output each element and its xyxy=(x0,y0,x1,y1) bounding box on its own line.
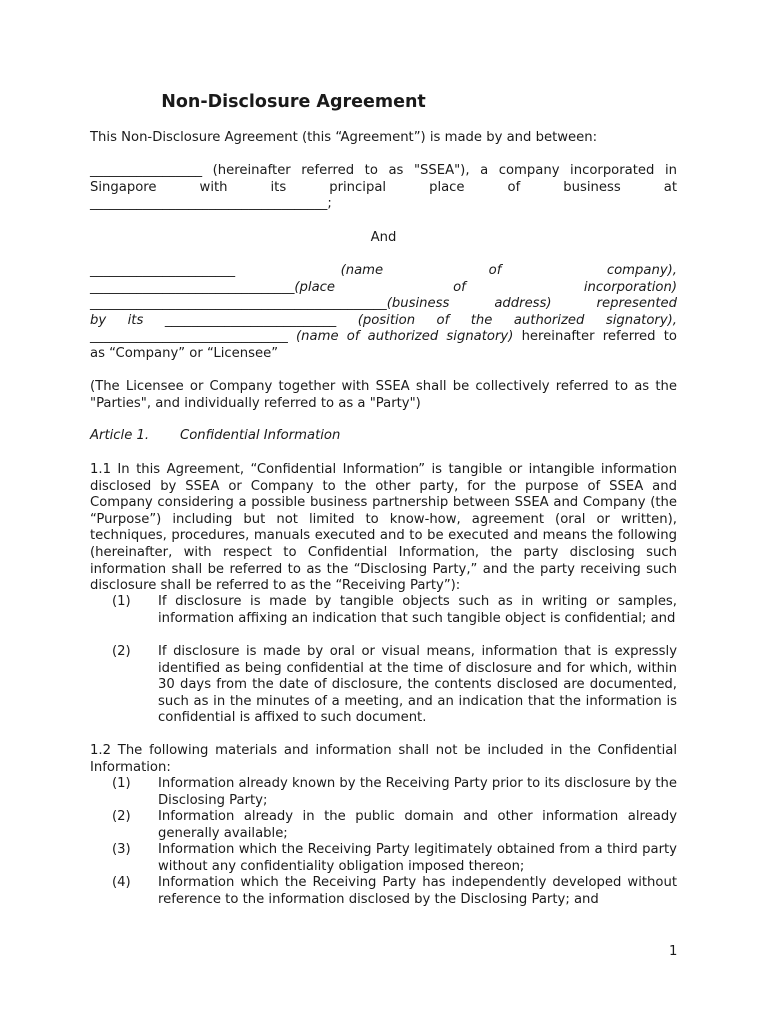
parties-paragraph: (The Licensee or Company together with SSEA shall be collectively referred to as the "Parties", and individually referred to as a "Party") xyxy=(90,379,677,411)
place-label: (place of incorporation) xyxy=(294,279,677,295)
party2-line2 xyxy=(90,280,677,297)
company-name-blank: ______________________ xyxy=(90,263,236,278)
signatory-blank: ______________________________ xyxy=(90,329,288,345)
intro-paragraph: This Non-Disclosure Agreement (this “Agreement”) is made by and between: xyxy=(90,130,598,145)
document-title: Non-Disclosure Agreement xyxy=(161,92,426,112)
list-item-text: If disclosure is made by oral or visual means, information that is expressly identified as being confidential at the time of disclosure and for which, within 30 days from the date of disclosure, the contents disclosed are documented, such as in the minutes of a meeting, and an indication that the information is confidential is affixed to such document. xyxy=(158,644,677,726)
party2-line6: as “Company” or “Licensee” xyxy=(90,345,279,361)
address-label: (business address) represented xyxy=(386,296,677,312)
section-1-2: 1.2 The following materials and information shall not be included in the Confidential Information: xyxy=(90,743,677,775)
page-number: 1 xyxy=(669,944,678,959)
party2-paragraph xyxy=(90,263,677,363)
signatory-label: (name of authorized signatory) xyxy=(296,329,514,345)
list-item-number: (2) xyxy=(112,809,131,824)
party1-line2: Singapore with its principal place of business at xyxy=(90,179,677,195)
party1-paragraph xyxy=(90,163,677,213)
article1-title: Confidential Information xyxy=(180,428,341,443)
party1-line3: ____________________________________; xyxy=(90,196,332,212)
position-blank: __________________________ xyxy=(164,312,337,328)
by-its-label: by its xyxy=(90,312,144,328)
party2-line5 xyxy=(90,329,677,346)
article1-label: Article 1. xyxy=(90,428,150,443)
list-item-number: (2) xyxy=(112,644,131,659)
list-item-number: (3) xyxy=(112,842,131,857)
list-item-number: (1) xyxy=(112,776,131,791)
position-label: (position of the authorized signatory), xyxy=(357,312,677,328)
and-label: And xyxy=(370,230,397,245)
address-blank: _____________________________________________ xyxy=(90,296,387,312)
party2-line3 xyxy=(90,296,677,313)
list-item-number: (1) xyxy=(112,594,131,609)
list-item-text: Information which the Receiving Party has independently developed without reference to the information disclosed by the Disclosing Party; and xyxy=(158,875,677,907)
list-item-text: Information already known by the Receiving Party prior to its disclosure by the Disclosing Party; xyxy=(158,776,677,808)
list-item-text: Information already in the public domain and other information already generally available; xyxy=(158,809,677,841)
party1-line1: _________________ (hereinafter referred to as "SSEA"), a company incorporated in xyxy=(90,163,677,178)
section-1-1: 1.1 In this Agreement, “Confidential Information” is tangible or intangible information disclosed by SSEA or Company to the other party, for the purpose of SSEA and Company considering a possible business partnership between SSEA and Company (the “Purpose”) including but not limited to know-how, agreement (oral or written), techniques, procedures, manuals executed and to be executed and means the following (hereinafter, with respect to Confidential Information, the party disclosing such information shall be referred to as the “Disclosing Party,” and the party receiving such disclosure shall be referred to as the “Receiving Party”): xyxy=(90,462,677,594)
list-item-number: (4) xyxy=(112,875,131,890)
party2-line4 xyxy=(90,313,677,330)
referred-text: hereinafter referred to xyxy=(521,329,677,345)
list-item-text: If disclosure is made by tangible objects such as in writing or samples, information affixing an indication that such tangible object is confidential; and xyxy=(158,594,677,626)
list-item-text: Information which the Receiving Party legitimately obtained from a third party without any confidentiality obligation imposed thereon; xyxy=(158,842,677,874)
company-name-label: (name of company), xyxy=(340,263,677,278)
place-blank: _______________________________ xyxy=(90,279,295,295)
party2-line1 xyxy=(90,263,677,280)
article1-heading xyxy=(90,428,340,443)
